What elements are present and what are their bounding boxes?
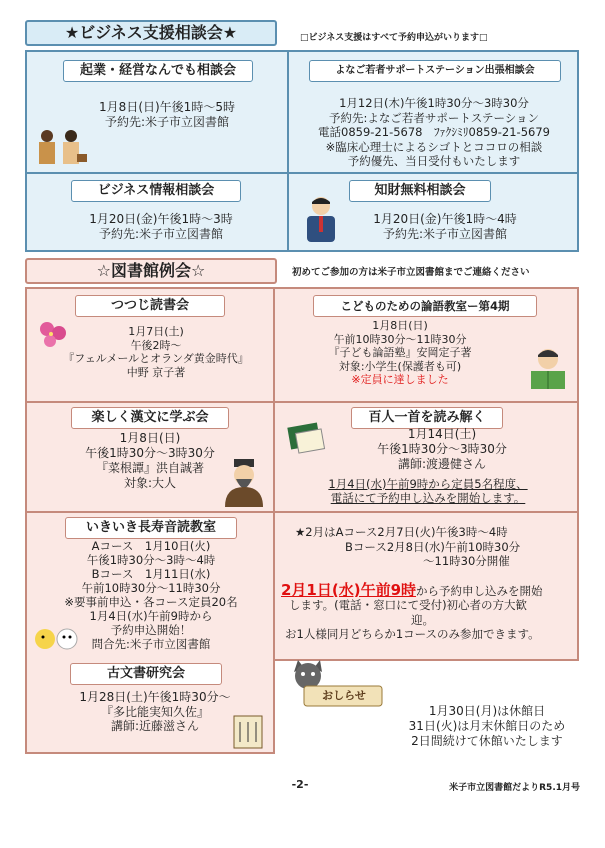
text-line: 問合先:米子市立図書館 xyxy=(91,637,211,651)
text-line: 1月20日(金)午後1時～4時 xyxy=(373,212,517,226)
text-line: 予約先:米子市立図書館 xyxy=(104,115,230,129)
text-line: 講師:近藤滋さん xyxy=(110,719,200,733)
support-station-body xyxy=(293,96,575,169)
scroll-document-icon xyxy=(228,712,268,752)
text-line: Bコース2月8日(水)午前10時30分 xyxy=(345,539,521,554)
text-line: 『フェルメールとオランダ黄金時代』 xyxy=(63,352,249,365)
text-line: 2日間続けて休館いたします xyxy=(411,734,563,748)
library-header: ☆図書館例会☆ xyxy=(25,258,277,284)
text-line: 予約先:よなご若者サポートステーション xyxy=(328,110,540,125)
text-line: ★2月はAコース2月7日(火)午後3時～4時 xyxy=(295,525,508,539)
text-line: Aコース 1月10日(火) xyxy=(91,539,211,553)
business-info-body xyxy=(51,212,271,242)
divider xyxy=(273,289,275,659)
text-line: 中野 京子著 xyxy=(126,365,186,379)
text-line: 1月4日(水)午前9時から定員5名程度、 xyxy=(328,477,528,491)
text-line: 31日(火)は月末休館日のため xyxy=(408,719,566,733)
text-line: 1月20日(金)午後1時～3時 xyxy=(89,212,233,226)
text-line: 午前10時30分～11時30分 xyxy=(81,581,221,595)
text-line: 1月8日(日)午後1時～5時 xyxy=(99,100,235,114)
confucius-icon xyxy=(219,457,269,509)
rongo-title: こどものための論語教室ー第4期 xyxy=(313,295,537,317)
rongo-body xyxy=(285,319,515,387)
closed-sign: おしらせ xyxy=(322,689,366,702)
text-line: 1月7日(土) xyxy=(128,325,184,338)
business-header: ★ビジネス支援相談会★ xyxy=(25,20,277,46)
hyakunin-body xyxy=(327,427,557,472)
consultation-body xyxy=(57,100,277,130)
text-line: 1月8日(日) xyxy=(372,319,428,332)
text-line: 午後1時30分～3時～4時 xyxy=(86,553,216,567)
ikiiki-title: いきいき長寿音読教室 xyxy=(65,517,237,539)
text-line: 迎。 xyxy=(411,612,434,627)
text-line: 予約申込開始！ xyxy=(110,623,192,637)
publication-name: 米子市立図書館だよりR5.1月号 xyxy=(449,783,580,793)
businessman-icon xyxy=(301,194,341,244)
tsutsuji-body xyxy=(41,325,271,379)
support-station-title: よなご若者サポートステーション出張相談会 xyxy=(309,60,561,82)
closed-notice xyxy=(392,704,582,749)
page-number: -2- xyxy=(291,778,309,791)
text-line: 午後1時30分～3時30分 xyxy=(377,442,507,456)
text-line: 対象:大人 xyxy=(123,476,177,490)
library-note: 初めてご参加の方は米子市立図書館までご連絡ください xyxy=(292,267,530,278)
text-line: 講師:渡邊健さん xyxy=(397,457,487,471)
text-line: 『菜根譚』洪自誠著 xyxy=(95,461,204,475)
text-line: ※臨床心理士によるシゴトとココロの相談 xyxy=(325,139,543,154)
divider xyxy=(27,172,577,174)
text-line: 『多比能実知久佐』 xyxy=(100,704,209,719)
ip-consult-title: 知財無料相談会 xyxy=(349,180,491,202)
consultation-title: 起業・経営なんでも相談会 xyxy=(63,60,253,82)
text-line: 電話にて予約申し込みを開始します。 xyxy=(330,491,526,505)
tsutsuji-title: つつじ読書会 xyxy=(75,295,225,317)
capacity-full-notice: ※定員に達しました xyxy=(351,373,449,386)
text-line: お1人様同月どちらか1コースのみ参加できます。 xyxy=(285,627,540,641)
february-info xyxy=(281,525,575,642)
text-line: 1月28日(土)午後1時30分～ xyxy=(79,690,231,704)
hyakunin-reserve xyxy=(283,477,573,505)
text-line: 対象:小学生(保護者も可) xyxy=(338,359,462,373)
text-line: 午後2時～ xyxy=(130,338,182,352)
text-line: から予約申し込みを開始 xyxy=(416,583,543,598)
text-line: 『子ども論語塾』安岡定子著 xyxy=(328,346,472,359)
business-note: □ビジネス支援はすべて予約申込がいります□ xyxy=(300,33,488,43)
reservation-start-date: 2月1日(水)午前9時 xyxy=(281,580,417,599)
text-line: 1月8日(日) xyxy=(119,431,181,445)
text-line: 電話0859-21-5678 ﾌｧｸｼﾐﾘ0859-21-5679 xyxy=(318,125,550,139)
bird-cat-icon xyxy=(33,623,79,655)
text-line: ※要事前申込・各コース定員20名 xyxy=(64,595,238,609)
text-line: 1月12日(木)午後1時30分～3時30分 xyxy=(339,96,529,110)
karuta-cards-icon xyxy=(285,419,329,459)
library-grid xyxy=(25,287,579,661)
text-line: 午後1時30分～3時30分 xyxy=(85,446,215,460)
text-line: 予約先:米子市立図書館 xyxy=(98,227,224,241)
text-line: 1月14日(土) xyxy=(407,427,477,441)
ip-consult-body xyxy=(345,212,545,242)
text-line: ～11時30分開催 xyxy=(423,554,510,568)
business-people-icon xyxy=(33,128,89,172)
divider xyxy=(27,511,577,513)
divider xyxy=(287,52,289,250)
child-reading-icon xyxy=(525,345,571,391)
text-line: 1月4日(水)午前9時から xyxy=(89,609,213,623)
hyakunin-title: 百人一首を読み解く xyxy=(351,407,503,429)
business-grid xyxy=(25,50,579,252)
kanbun-title: 楽しく漢文に学ぶ会 xyxy=(71,407,229,429)
text-line: 予約先:米子市立図書館 xyxy=(382,227,508,241)
divider xyxy=(27,401,577,403)
text-line: Bコース 1月11日(水) xyxy=(91,567,211,581)
text-line: 予約優先、当日受付もいたします xyxy=(347,154,521,168)
komonjo-title: 古文書研究会 xyxy=(70,663,222,685)
text-line: します。(電話・窓口にて受付)初心者の方大歓 xyxy=(289,598,528,612)
business-info-title: ビジネス情報相談会 xyxy=(71,180,241,202)
text-line: 1月30日(月)は休館日 xyxy=(428,704,546,718)
text-line: 午前10時30分～11時30分 xyxy=(333,332,467,346)
